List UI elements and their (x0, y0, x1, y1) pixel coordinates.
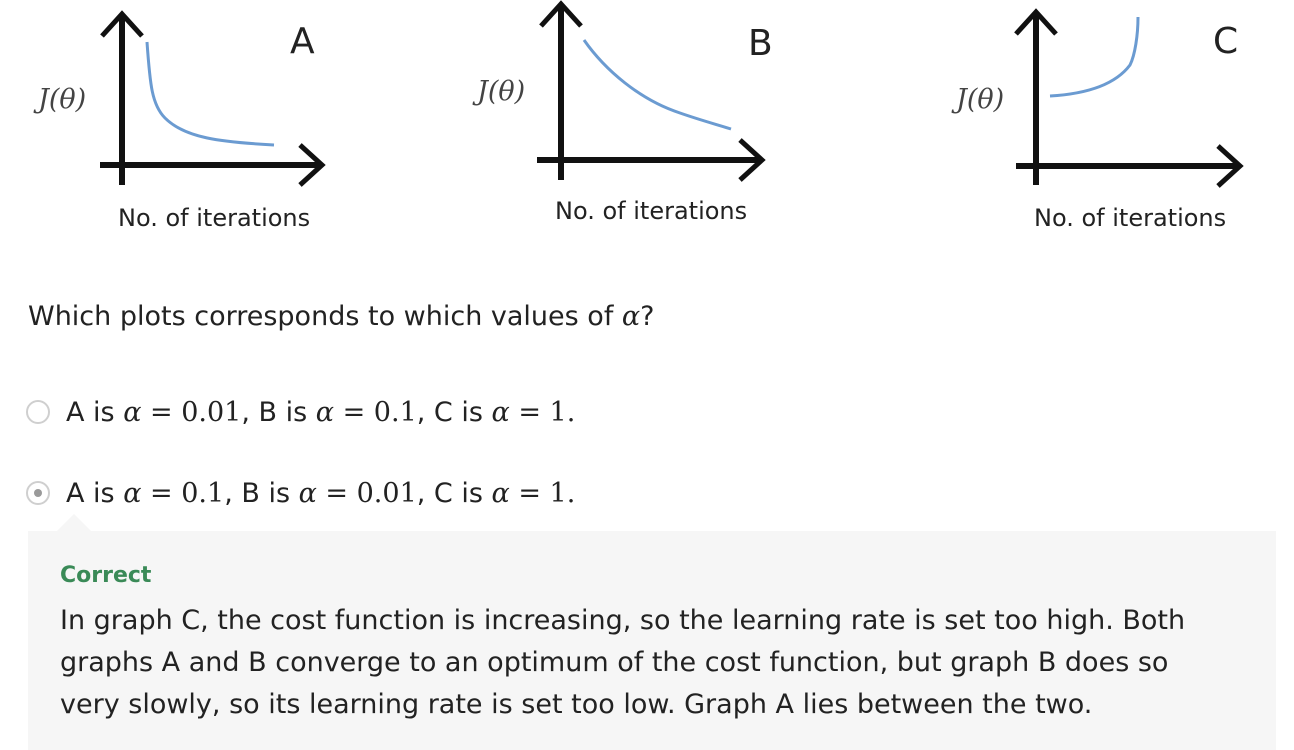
plots-figure (0, 0, 1294, 250)
option-2-a-alpha: α (123, 477, 142, 509)
answer-option-1-text (66, 397, 575, 428)
plot-b-ylabel: J(θ) (477, 76, 526, 107)
option-1-c-alpha: α (491, 396, 510, 428)
plot-c (880, 0, 1280, 250)
plot-b-letter: B (748, 23, 773, 64)
question-text: Which plots corresponds to which values of (28, 301, 622, 332)
option-2-a-value: = 0.1 (141, 477, 225, 509)
plot-b-xlabel: No. of iterations (555, 197, 748, 225)
option-2-c-label: , C is (416, 477, 492, 509)
option-2-c-value: = 1. (509, 477, 576, 509)
radio-dot-icon (34, 489, 42, 497)
option-1-b-alpha: α (315, 396, 335, 428)
plot-c-ylabel: J(θ) (956, 84, 1005, 115)
answer-option-1[interactable] (26, 395, 575, 429)
option-2-b-value: = 0.01 (316, 477, 417, 509)
plot-a-xlabel: No. of iterations (118, 204, 311, 232)
option-2-b-label: , B is (224, 477, 299, 509)
radio-option-1[interactable] (26, 400, 50, 424)
option-1-b-value: = 0.1 (334, 396, 417, 428)
question-alpha-symbol: α (621, 301, 641, 332)
plot-b (440, 0, 840, 250)
option-1-b-label: , B is (241, 396, 316, 428)
option-2-b-alpha: α (298, 477, 317, 509)
plot-b-curve (584, 40, 731, 129)
option-1-a-label: A is (66, 396, 124, 428)
plot-a-letter: A (290, 21, 315, 62)
plot-a-ylabel: J(θ) (38, 84, 87, 115)
plot-c-letter: C (1213, 21, 1239, 62)
plot-c-curve (1050, 17, 1138, 96)
answer-option-2[interactable] (26, 476, 575, 510)
feedback-panel (28, 531, 1276, 750)
option-1-a-value: = 0.01 (141, 396, 242, 428)
question-suffix: ? (640, 301, 655, 332)
option-1-a-alpha: α (123, 396, 142, 428)
question-prompt (28, 300, 655, 334)
plot-c-xlabel: No. of iterations (1034, 204, 1227, 232)
plot-a (0, 0, 400, 250)
option-2-c-alpha: α (491, 477, 510, 509)
option-1-c-value: = 1. (509, 396, 576, 428)
feedback-pointer (56, 514, 92, 532)
plot-a-curve (147, 42, 274, 145)
option-2-a-label: A is (66, 477, 124, 509)
feedback-status: Correct (60, 563, 152, 588)
option-1-c-label: , C is (416, 396, 492, 428)
feedback-explanation: In graph C, the cost function is increasing, so the learning rate is set too high. Both graphs A and B converge to an optimum of the cost function, but graph B does so very slowly, so its learning rate is set too low. Graph A lies between the two. (60, 605, 1186, 720)
radio-option-2-selected[interactable] (26, 481, 50, 505)
answer-option-2-text (66, 478, 575, 509)
